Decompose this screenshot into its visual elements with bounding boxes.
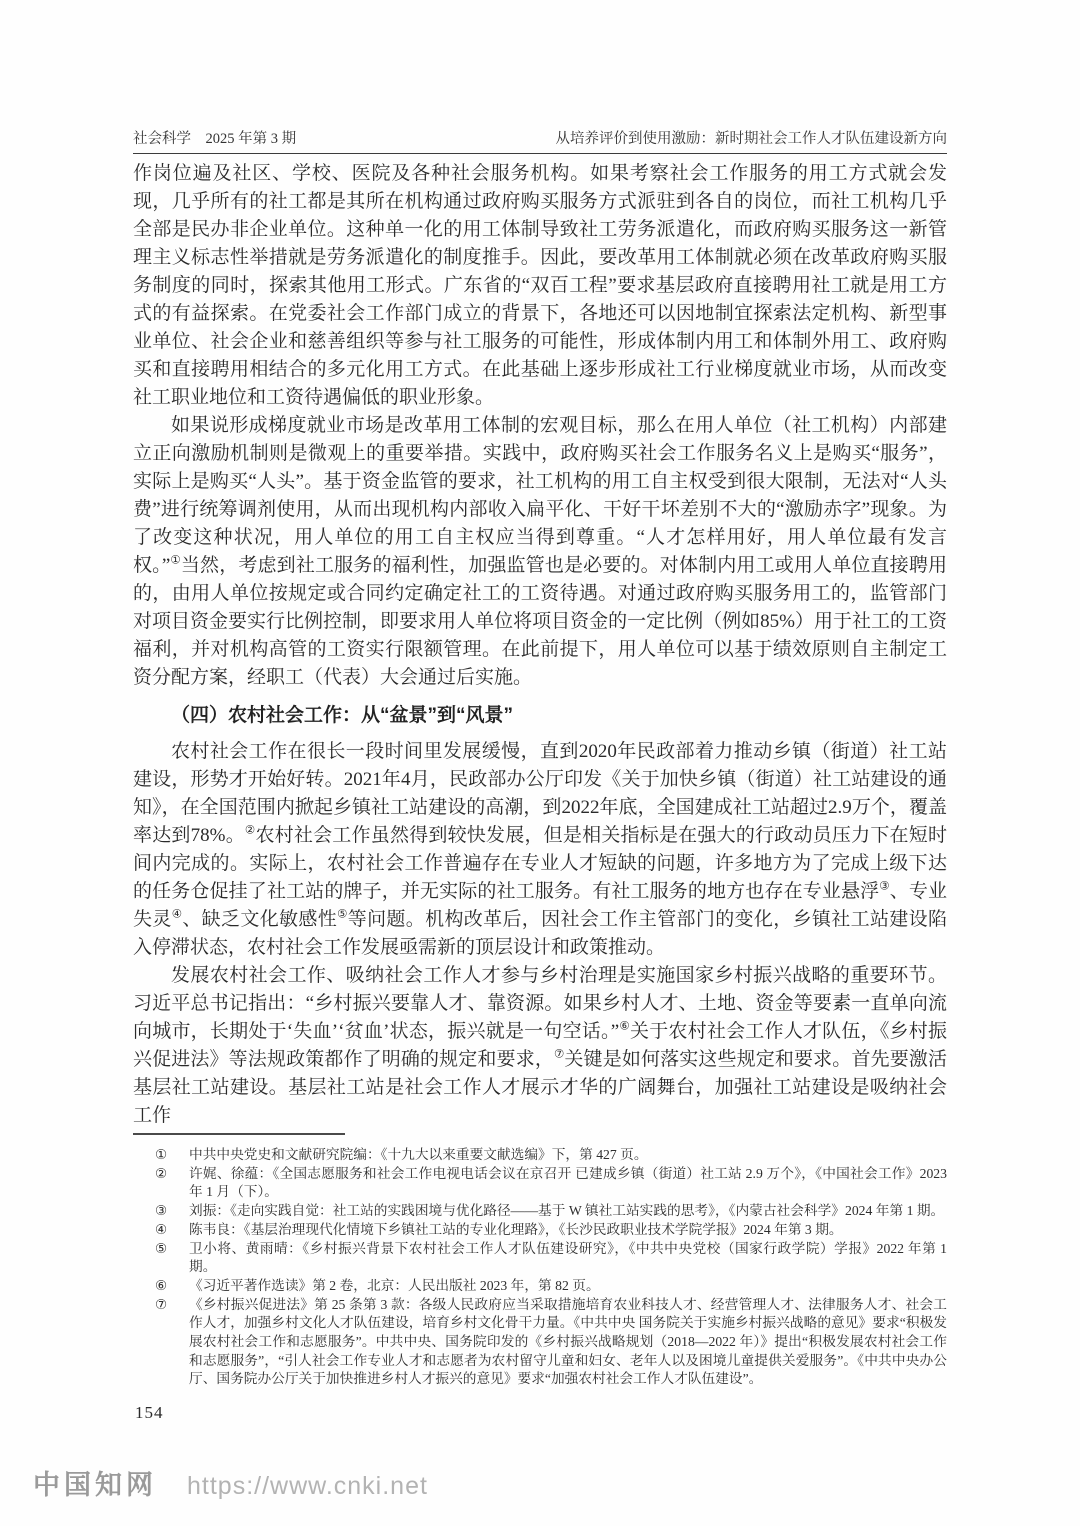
page-header <box>133 127 947 148</box>
footnote-marker: ③ <box>155 1203 168 1219</box>
footnote-ref: ① <box>170 554 181 567</box>
footnote-item <box>133 1221 947 1240</box>
footnote-text: 卫小将、黄雨晴：《乡村振兴背景下农村社会工作人才队伍建设研究》，《中共中央党校（国家行政学院）学报》2022 年第 1 期。 <box>189 1240 947 1275</box>
footnote-item <box>133 1202 947 1221</box>
header-rule <box>133 153 947 154</box>
footnote-separator <box>133 1133 345 1135</box>
footnote-text: 《乡村振兴促进法》第 25 条第 3 款：各级人民政府应当采取措施培育农业科技人才、经营管理人才、法律服务人才、社会工作人才，加强乡村文化人才队伍建设，培育乡村文化骨干力量。《中共中央 国务院关于实施乡村振兴战略的意见》要求“积极发展农村社会工作和志愿服务”。中共中央、国务院印发的《乡村振兴战略规划（2018—2022 年）》提出“积极发展农村社会工作和志愿服务”，“引人社会工作专业人才和志愿者为农村留守儿童和妇女、老年人以及困境儿童提供关爱服务”。《中共中央办公厅、国务院办公厅关于加快推进乡村人才振兴的意见》要求“加强农村社会工作人才队伍建设”。 <box>189 1296 947 1387</box>
footnote-item <box>133 1277 947 1296</box>
footnote-item <box>133 1165 947 1202</box>
footnote-text: 刘振：《走向实践自觉：社工站的实践困境与优化路径——基于 W 镇社工站实践的思考》，《内蒙古社会科学》2024 年第 1 期。 <box>189 1203 945 1219</box>
running-title: 从培养评价到使用激励：新时期社会工作人才队伍建设新方向 <box>555 131 947 147</box>
footnote-text: 中共中央党史和文献研究院编：《十九大以来重要文献选编》下，第 427 页。 <box>189 1147 648 1162</box>
footnote-text: 许娓、徐蕴：《全国志愿服务和社会工作电视电话会议在京召开 已建成乡镇（街道）社工站 2.9 万个》，《中国社会工作》2023 年 1 月（下）。 <box>189 1165 947 1200</box>
cnki-watermark: 中国知网 <box>33 1470 157 1500</box>
section-heading: （四）农村社会工作：从“盆景”到“风景” <box>171 705 514 726</box>
footnote-marker: ⑤ <box>155 1240 168 1256</box>
footnote-marker: ⑥ <box>155 1277 168 1293</box>
body-paragraph: 如果说形成梯度就业市场是改革用工体制的宏观目标，那么在用人单位（社工机构）内部建立正向激励机制则是微观上的重要举措。实践中，政府购买社会工作服务名义上是购买“服务”，实际上是购买“人头”。基于资金监管的要求，社工机构的用工自主权受到很大限制，无法对“人头费”进行统筹调剂使用，从而出现机构内部收入扁平化、干好干坏差别不大的“激励赤字”现象。为了改变这种状况，用人单位的用工自主权应当得到尊重。“人才怎样用好，用人单位最有发言权。”①当然，考虑到社工服务的福利性，加强监管也是必要的。对体制内用工或用人单位直接聘用的，由用人单位按规定或合同约定确定社工的工资待遇。对通过政府购买服务用工的，监管部门对项目资金要实行比例控制，即要求用人单位将项目资金的一定比例（例如85%）用于社工的工资福利，并对机构高管的工资实行限额管理。在此前提下，用人单位可以基于绩效原则自主制定工资分配方案，经职工（代表）大会通过后实施。 <box>133 415 947 688</box>
cnki-url: https://www.cnki.net <box>187 1472 428 1500</box>
body-paragraph: 作岗位遍及社区、学校、医院及各种社会服务机构。如果考察社会工作服务的用工方式就会发现，几乎所有的社工都是其所在机构通过政府购买服务方式派驻到各自的岗位，而社工机构几乎全部是民办非企业单位。这种单一化的用工体制导致社工劳务派遣化，而政府购买服务这一新管理主义标志性举措就是劳务派遣化的制度推手。因此，要改革用工体制就必须在改革政府购买服务制度的同时，探索其他用工形式。广东省的“双百工程”要求基层政府直接聘用社工就是用工方式的有益探索。在党委社会工作部门成立的背景下，各地还可以因地制宜探索法定机构、新型事业单位、社会企业和慈善组织等参与社工服务的可能性，形成体制内用工和体制外用工、政府购买和直接聘用相结合的多元化用工方式。在此基础上逐步形成社工行业梯度就业市场，从而改变社工职业地位和工资待遇偏低的职业形象。 <box>133 163 947 408</box>
footnote-item <box>133 1240 947 1277</box>
page-number: 154 <box>135 1403 164 1422</box>
footnote-item <box>133 1296 947 1390</box>
footnote-ref: ④ <box>171 908 183 921</box>
footnote-marker: ⑦ <box>155 1296 168 1312</box>
footnote-list <box>133 1146 947 1389</box>
page-footer <box>33 1463 428 1502</box>
footnote-ref: ⑦ <box>553 1048 565 1061</box>
footnote-text: 《习近平著作选读》第 2 卷，北京：人民出版社 2023 年，第 82 页。 <box>189 1277 600 1293</box>
journal-issue-label: 社会科学 2025 年第 3 期 <box>133 131 297 147</box>
footnote-ref: ② <box>244 824 256 837</box>
footnote-text: 陈韦良：《基层治理现代化情境下乡镇社工站的专业化理路》，《长沙民政职业技术学院学报》2024 年第 3 期。 <box>189 1221 843 1237</box>
footnote-ref: ③ <box>879 880 890 893</box>
footnote-ref: ⑤ <box>337 908 348 921</box>
footnote-item <box>133 1146 947 1165</box>
article-body <box>133 160 947 1130</box>
body-paragraph: 农村社会工作在很长一段时间里发展缓慢，直到2020年民政部着力推动乡镇（街道）社工站建设，形势才开始好转。2021年4月，民政部办公厅印发《关于加快乡镇（街道）社工站建设的通知》，在全国范围内掀起乡镇社工站建设的高潮，到2022年底，全国建成社工站超过2.9万个，覆盖率达到78%。②农村社会工作虽然得到较快发展，但是相关指标是在强大的行政动员压力下在短时间内完成的。实际上，农村社会工作普遍存在专业人才短缺的问题，许多地方为了完成上级下达的任务仓促挂了社工站的牌子，并无实际的社工服务。有社工服务的地方也存在专业悬浮③、专业失灵④、缺乏文化敏感性⑤等问题。机构改革后，因社会工作主管部门的变化，乡镇社工站建设陷入停滞状态，农村社会工作发展亟需新的顶层设计和政策推动。 <box>133 741 947 958</box>
footnote-ref: ⑥ <box>619 1020 630 1033</box>
body-paragraph: 发展农村社会工作、吸纳社会工作人才参与乡村治理是实施国家乡村振兴战略的重要环节。习近平总书记指出：“乡村振兴要靠人才、靠资源。如果乡村人才、土地、资金等要素一直单向流向城市，长期处于‘失血’‘贫血’状态，振兴就是一句空话。”⑥关于农村社会工作人才队伍，《乡村振兴促进法》等法规政策都作了明确的规定和要求，⑦关键是如何落实这些规定和要求。首先要激活基层社工站建设。基层社工站是社会工作人才展示才华的广阔舞台，加强社工站建设是吸纳社会工作 <box>133 965 947 1126</box>
footnote-marker: ④ <box>155 1221 168 1237</box>
footnote-marker: ① <box>155 1147 168 1162</box>
footnote-marker: ② <box>155 1165 168 1181</box>
